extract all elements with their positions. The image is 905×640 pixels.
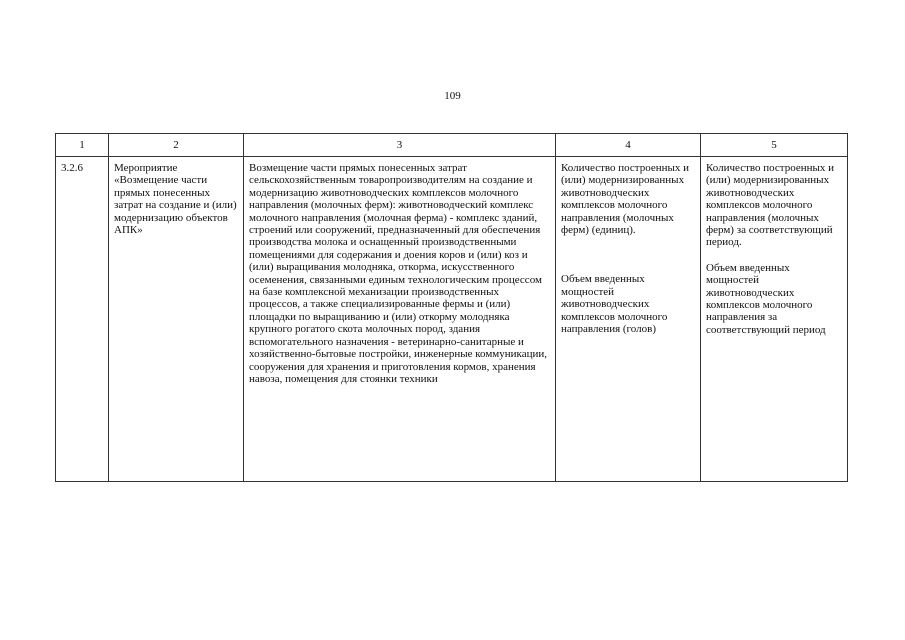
indicator-capacity: Объем введенных мощностей животноводческих комплексов молочного направления (голов) <box>561 273 668 336</box>
event-name: Мероприятие «Возмещение части прямых понесенных затрат на создание и (или) модернизацию объектов АПК» <box>109 157 244 482</box>
method-count: Количество построенных и (или) модернизированных животноводческих комплексов молочного направления (молочных ферм) за соответствующий период. <box>706 162 835 249</box>
method-capacity: Объем введенных мощностей животноводческих комплексов молочного направления за соответствующий период <box>706 261 826 336</box>
page-number: 109 <box>444 90 461 102</box>
method-cell <box>701 157 848 482</box>
item-number: 3.2.6 <box>56 157 109 482</box>
indicator-count: Количество построенных и (или) модернизированных животноводческих комплексов молочного направления (молочных ферм) (единиц). <box>561 162 690 237</box>
header-col-2: 2 <box>109 134 244 157</box>
measures-table <box>55 133 848 482</box>
indicator-cell <box>556 157 701 482</box>
table-row <box>56 157 848 482</box>
event-description: Возмещение части прямых понесенных затрат сельскохозяйственным товаропроизводителям на создание и модернизацию животноводческих комплексов молочного направления (молочных ферм): животноводческий комплекс молочного направления (молочная ферма) - комплекс зданий, строений или сооружений, предназначенный для обеспечения производства молока и оснащенный производственными помещениями для содержания и доения коров и (или) коз и (или) выращивания молодняка, откорма, искусственного осеменения, связанными единым технологическим процессом на базе комплексной механизации производственных процессов, а также специализированные фермы и (или) площадки по выращиванию и (или) откорму молодняка крупного рогатого скота молочных пород, здания вспомогательного назначения - ветеринарно-санитарные и хозяйственно-бытовые постройки, инженерные коммуникации, сооружения для хранения и приготовления кормов, хранения навоза, помещения для стоянки техники <box>244 157 556 482</box>
header-col-4: 4 <box>556 134 701 157</box>
header-col-1: 1 <box>56 134 109 157</box>
header-col-5: 5 <box>701 134 848 157</box>
table-header-row <box>56 134 848 157</box>
header-col-3: 3 <box>244 134 556 157</box>
